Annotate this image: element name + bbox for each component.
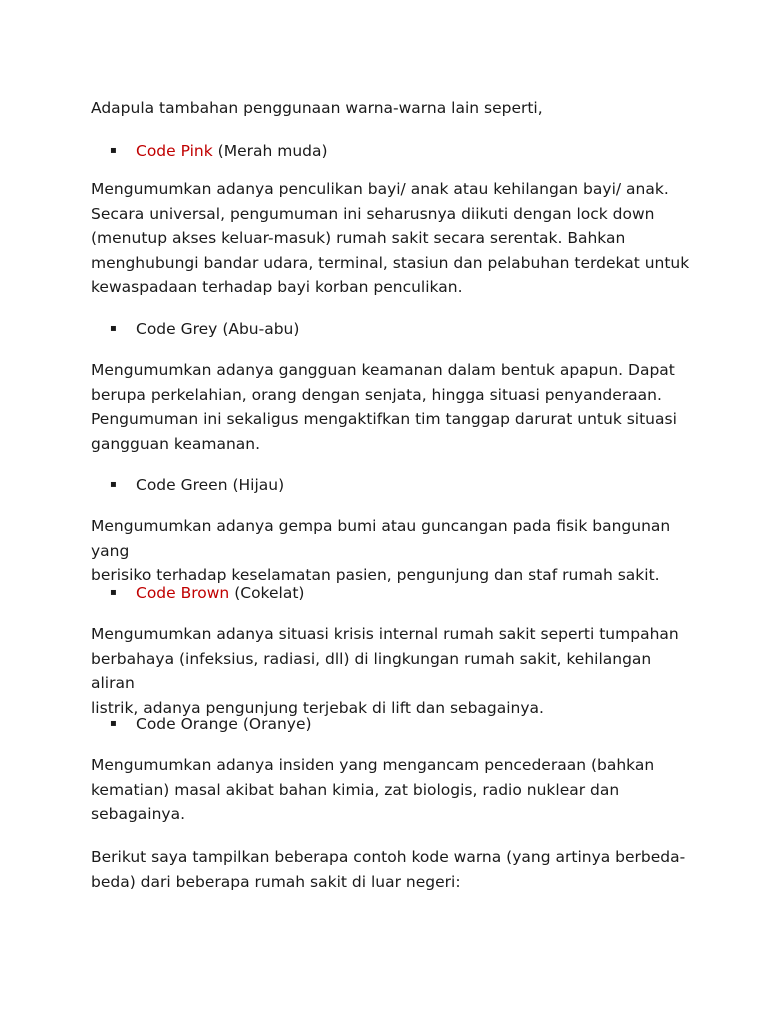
text-line: berbahaya (infeksius, radiasi, dll) di lingkungan rumah sakit, kehilangan aliran xyxy=(91,649,652,692)
code-orange-description xyxy=(91,753,691,827)
text-line: gangguan keamanan. xyxy=(91,434,261,453)
code-grey-description xyxy=(91,358,691,456)
intro-paragraph: Adapula tambahan penggunaan warna-warna lain seperti, xyxy=(91,99,543,117)
text-line: berupa perkelahian, orang dengan senjata, hingga situasi penyanderaan. xyxy=(91,385,662,404)
bullet-code-grey xyxy=(91,317,299,341)
text-line: menghubungi bandar udara, terminal, stasiun dan pelabuhan terdekat untuk xyxy=(91,253,690,272)
closing-paragraph xyxy=(91,845,691,894)
text-line: sebagainya. xyxy=(91,805,186,823)
bullet-marker-icon: ▪ xyxy=(110,718,117,729)
code-pink-translation: (Merah muda) xyxy=(217,142,328,160)
text-line: Mengumumkan adanya insiden yang mengancam pencederaan (bahkan xyxy=(91,756,655,774)
text-line: Secara universal, pengumuman ini seharusnya diikuti dengan lock down xyxy=(91,204,655,223)
text-line: (menutup akses keluar-masuk) rumah sakit secara serentak. Bahkan xyxy=(91,229,626,247)
bullet-code-green xyxy=(91,473,284,497)
text-line: Mengumumkan adanya situasi krisis internal rumah sakit seperti tumpahan xyxy=(91,625,679,643)
code-brown-translation: (Cokelat) xyxy=(234,584,305,602)
code-grey-label: Code Grey xyxy=(136,320,218,338)
text-line: Berikut saya tampilkan beberapa contoh kode warna (yang artinya berbeda- xyxy=(91,848,686,866)
text-line: Mengumumkan adanya gangguan keamanan dalam bentuk apapun. Dapat xyxy=(91,361,675,379)
bullet-code-pink xyxy=(91,139,328,163)
code-green-description xyxy=(91,514,691,588)
bullet-code-orange xyxy=(91,712,312,736)
text-line: beda) dari beberapa rumah sakit di luar negeri: xyxy=(91,872,461,891)
text-line: Mengumumkan adanya gempa bumi atau guncangan pada fisik bangunan yang xyxy=(91,517,671,560)
text-line: kematian) masal akibat bahan kimia, zat biologis, radio nuklear dan xyxy=(91,780,620,799)
code-brown-description xyxy=(91,622,691,720)
bullet-marker-icon: ▪ xyxy=(110,587,117,598)
code-pink-description xyxy=(91,177,691,300)
text-line: berisiko terhadap keselamatan pasien, pengunjung dan staf rumah sakit. xyxy=(91,566,660,584)
code-orange-translation: (Oranye) xyxy=(242,715,312,733)
bullet-marker-icon: ▪ xyxy=(110,479,117,490)
bullet-marker-icon: ▪ xyxy=(110,323,117,334)
bullet-marker-icon: ▪ xyxy=(110,145,117,156)
text-line: Pengumuman ini sekaligus mengaktifkan tim tanggap darurat untuk situasi xyxy=(91,410,677,428)
code-brown-label: Code Brown xyxy=(136,584,230,602)
code-grey-translation: (Abu-abu) xyxy=(222,320,300,338)
text-line: kewaspadaan terhadap bayi korban penculikan. xyxy=(91,278,463,296)
code-green-label: Code Green xyxy=(136,476,228,494)
text-line: Mengumumkan adanya penculikan bayi/ anak atau kehilangan bayi/ anak. xyxy=(91,180,669,198)
code-green-translation: (Hijau) xyxy=(232,476,285,494)
text-line: listrik, adanya pengunjung terjebak di lift dan sebagainya. xyxy=(91,698,544,717)
code-pink-label: Code Pink xyxy=(136,142,213,160)
code-orange-label: Code Orange xyxy=(136,715,238,733)
bullet-code-brown xyxy=(91,581,304,605)
